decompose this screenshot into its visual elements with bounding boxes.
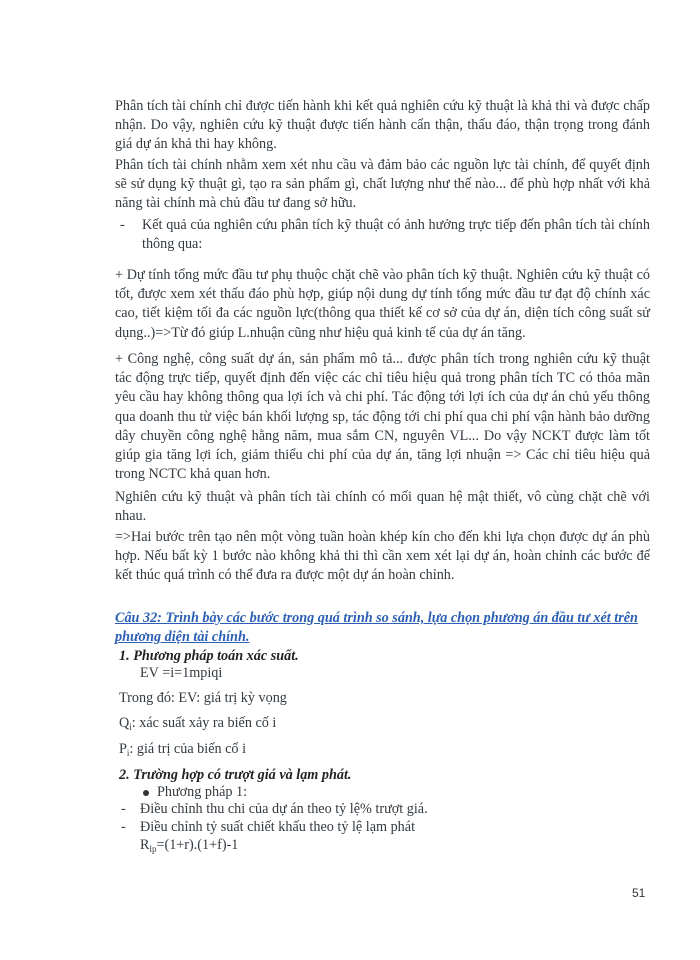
section-1-heading: 1. Phương pháp toán xác suất. (119, 648, 299, 664)
q-letter: Q (119, 715, 130, 731)
page-number: 51 (632, 886, 646, 900)
question-heading (115, 609, 655, 647)
where-line: Trong đó: EV: giá trị kỳ vọng (119, 690, 287, 706)
rlp-rest: =(1+r).(1+f)-1 (156, 837, 239, 853)
method-label: Phương pháp 1: (157, 784, 248, 800)
item-1-marker: - (121, 801, 126, 817)
paragraph-5: + Công nghệ, công suất dự án, sản phẩm mô tả... được phân tích trong nghiên cứu kỹ thuật tác động trực tiếp, quyết định đến việc các chỉ tiêu hiệu quả trong phân tích TC có thỏa mãn yêu cầu hay không thông qua lợi ích và chi phí. Tác động tới lợi ích của dự án chủ yếu thông qua doanh thu từ việc bán khối lượng sp, tác động tới chi phí qua chi phí vận hành bảo dưỡng dây chuyền công nghệ hằng năm, mua sắm CN, nguyên VL... Do vậy NCKT được làm tốt giúp gia tăng lợi ích, giảm thiểu chi phí của dự án, tăng lợi nhuận => Các chỉ tiêu hiệu quả trong NCTC khả quan hơn. (115, 351, 650, 483)
rlp-subscript: lp (149, 844, 157, 854)
paragraph-6: Nghiên cứu kỹ thuật và phân tích tài chính có mối quan hệ mật thiết, vô cùng chặt chẽ với nhau. (115, 489, 650, 525)
q-text: : xác suất xảy ra biến cố i (131, 715, 277, 731)
paragraph-1: Phân tích tài chính chỉ được tiến hành khi kết quả nghiên cứu kỹ thuật là khả thi và được chấp nhận. Do vậy, nghiên cứu kỹ thuật được tiến hành cẩn thận, thấu đáo, thận trọng trong đánh giá dự án khả thi hay không. (115, 98, 650, 153)
item-1: Điều chỉnh thu chi của dự án theo tỷ lệ% trượt giá. (140, 801, 428, 817)
paragraph-3: Kết quả của nghiên cứu phân tích kỹ thuật có ảnh hưởng trực tiếp đến phân tích tài chính thông qua: (142, 217, 650, 253)
rlp-formula (140, 836, 238, 859)
bullet-dot-icon (143, 790, 149, 796)
paragraph-4: + Dự tính tổng mức đầu tư phụ thuộc chặt chẽ vào phân tích kỹ thuật. Nghiên cứu kỹ thuật có tốt, được xem xét thấu đáo phù hợp, giúp nội dung dự tính tổng mức đầu tư đạt độ chính xác cao, tiết kiệm tối đa các nguồn lực(thông qua thiết kế cơ sở của dự án, diện tích công suất sử dụng..)=>Từ đó giúp L.nhuận cũng như hiệu quả kinh tế của dự án tăng. (115, 267, 650, 341)
item-2-marker: - (121, 819, 126, 835)
paragraph-7: =>Hai bước trên tạo nên một vòng tuần hoàn khép kín cho đến khi lựa chọn được dự án phù hợp. Nếu bất kỳ 1 bước nào không khả thi thì cần xem xét lại dự án, hoàn chỉnh các bước để kết thúc quá trình có thể đưa ra được một dự án hoàn chỉnh. (115, 529, 650, 584)
section-2-heading: 2. Trường hợp có trượt giá và lạm phát. (119, 767, 352, 783)
q-subscript: i (129, 722, 132, 732)
rlp-letter: R (140, 837, 150, 853)
paragraph-2: Phân tích tài chính nhằm xem xét nhu cầu và đảm bảo các nguồn lực tài chính, để quyết định sẽ sử dụng kỹ thuật gì, tạo ra sản phẩm gì, chất lượng như thế nào... để phù hợp nhất với khả năng tài chính mà chủ đầu tư đang sở hữu. (115, 157, 650, 212)
question-title: Câu 32: Trình bày các bước trong quá trình so sánh, lựa chọn phương án đầu tư xét trên phương diện tài chính. (115, 610, 638, 645)
p-text: : giá trị của biến cố i (129, 741, 247, 757)
p-definition (119, 740, 246, 763)
dash-marker: - (120, 217, 125, 233)
q-definition (119, 714, 276, 737)
ev-formula: EV =i=1mpiqi (140, 665, 223, 681)
item-2: Điều chỉnh tỷ suất chiết khấu theo tỷ lệ lạm phát (140, 819, 416, 835)
p-subscript: i (126, 748, 130, 758)
p-letter: P (119, 741, 127, 757)
